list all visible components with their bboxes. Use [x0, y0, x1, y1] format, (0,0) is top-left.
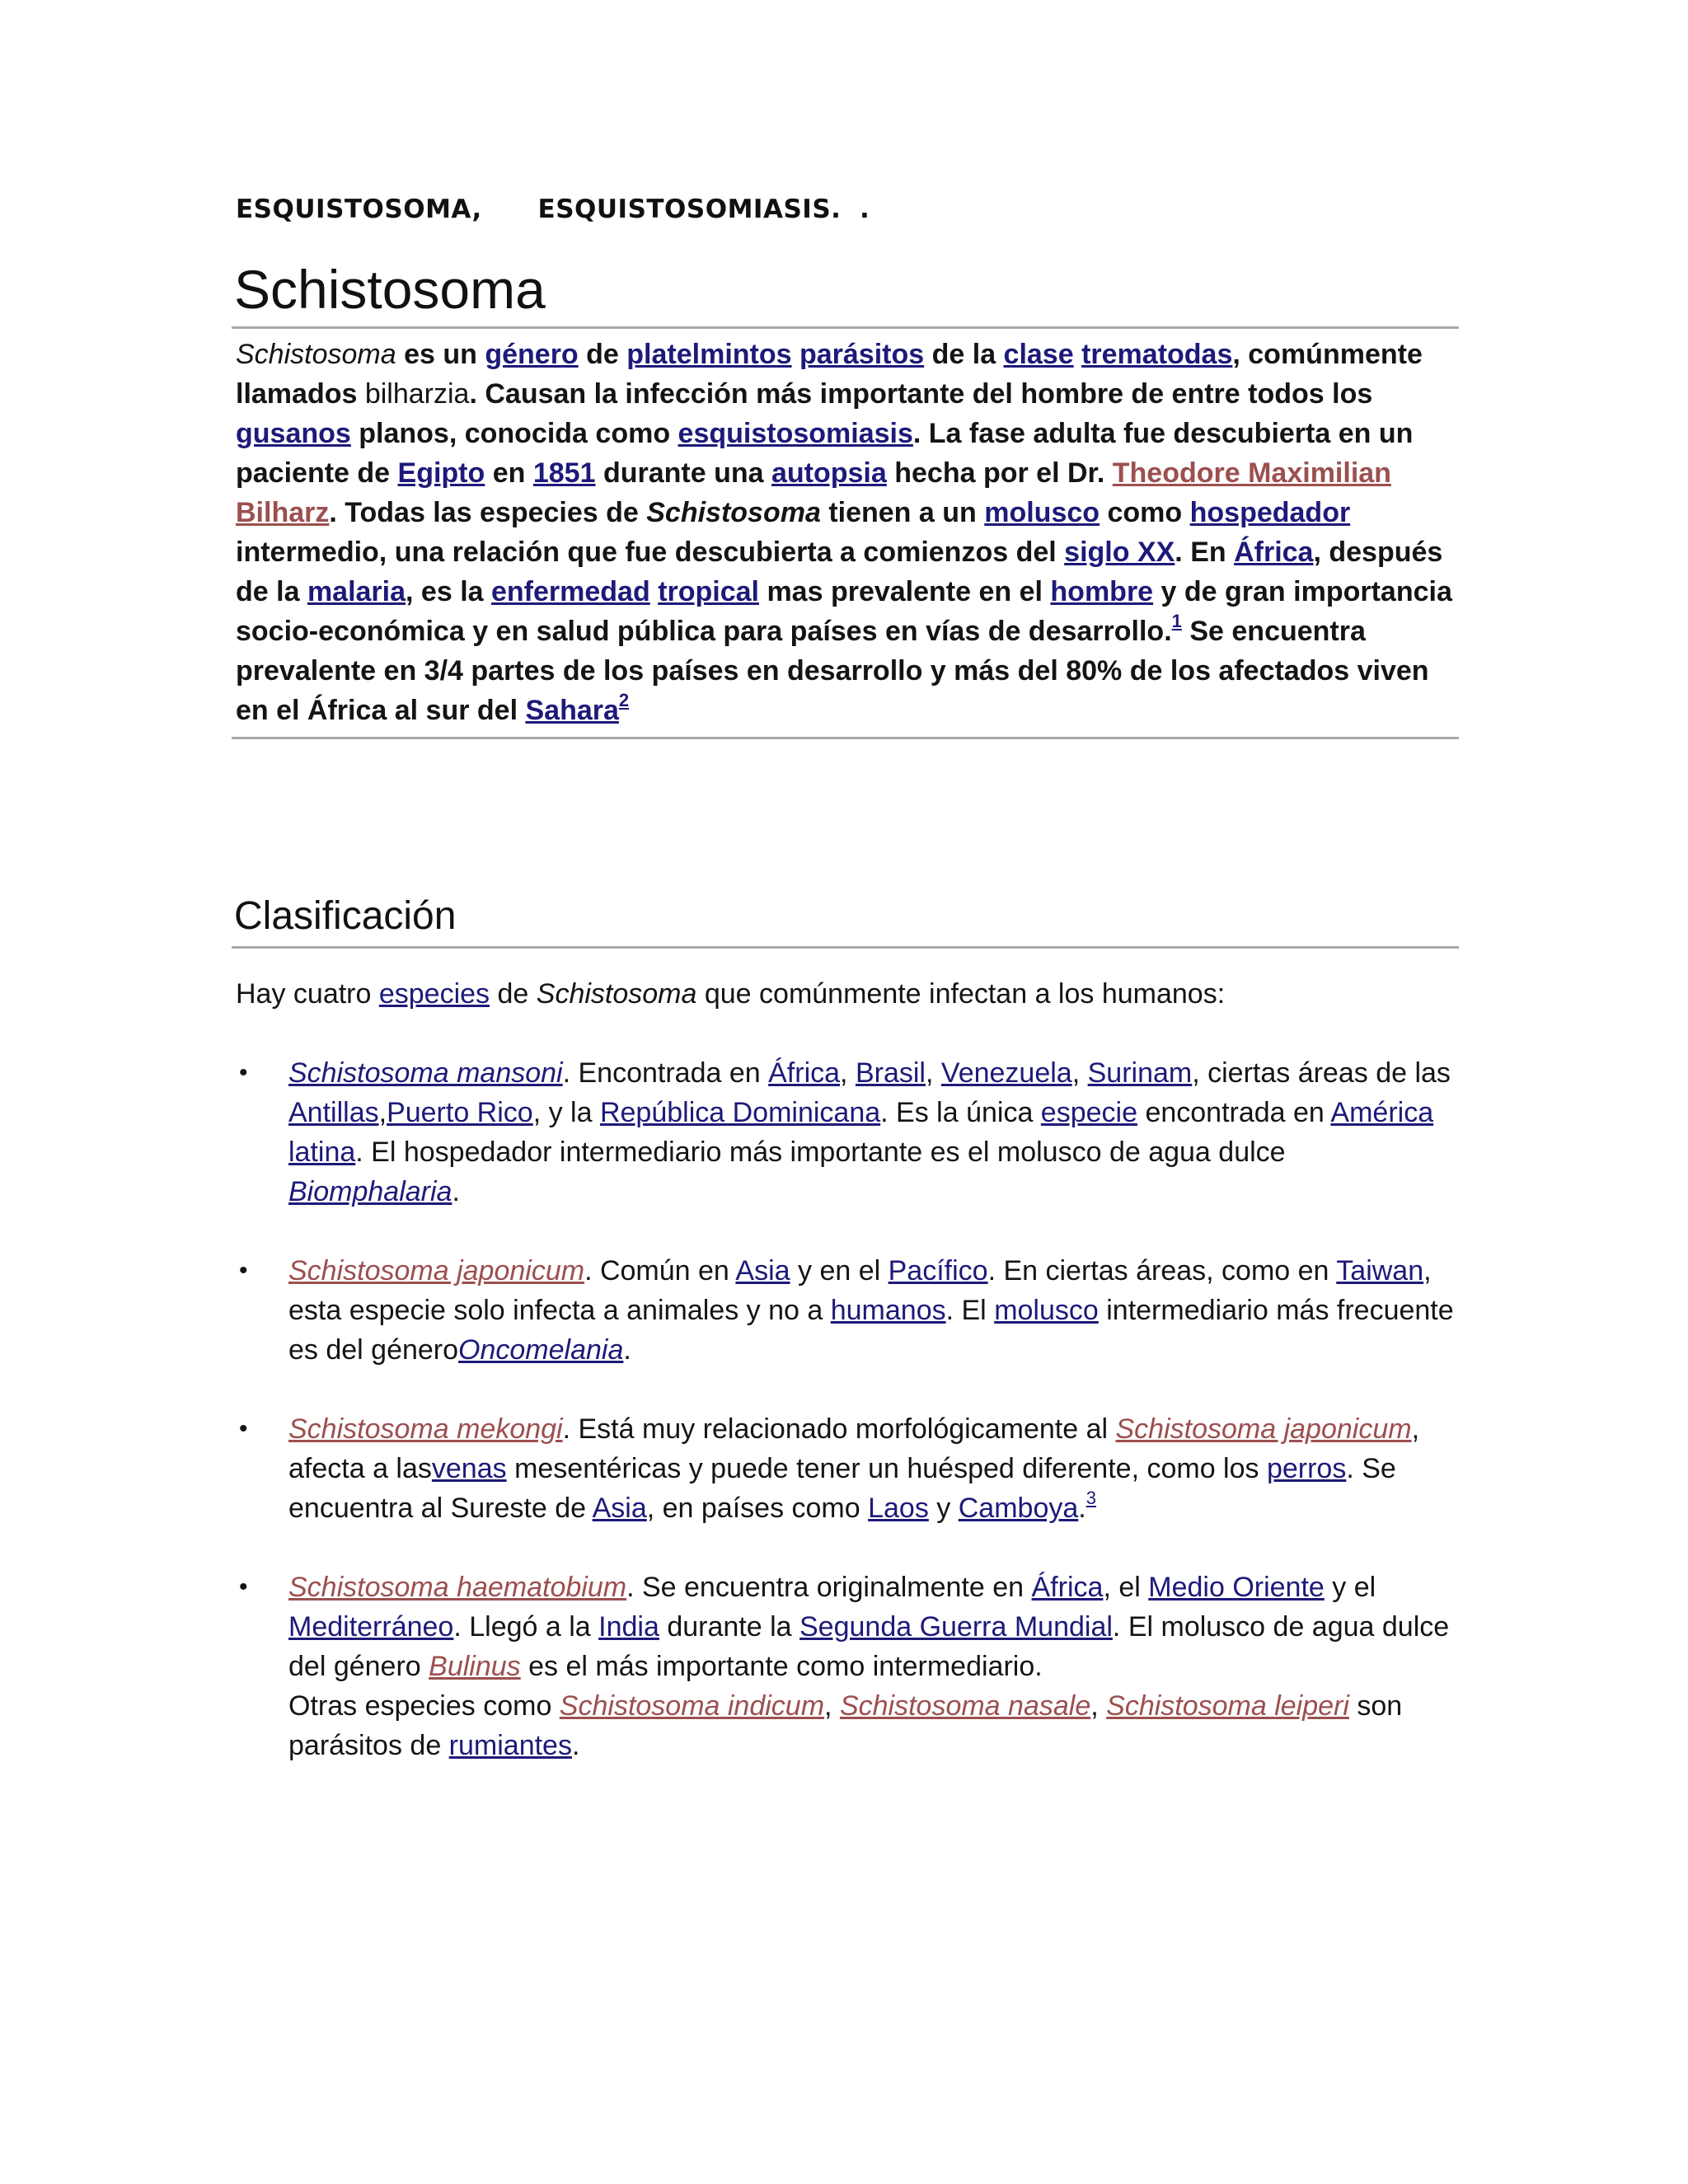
intro-text: tienen a un	[820, 497, 985, 528]
link-malaria[interactable]: malaria	[307, 576, 406, 607]
bullet-icon: •	[239, 1573, 248, 1601]
item-text: , esta especie solo infecta a animales y no a	[288, 1255, 1432, 1326]
species-name: Schistosoma mansoni	[288, 1057, 563, 1089]
title-divider	[232, 326, 1459, 329]
item-text: ,	[925, 1057, 941, 1089]
item-text: ,	[824, 1690, 840, 1722]
link-puerto-rico[interactable]: Puerto Rico	[387, 1097, 533, 1128]
link-surinam[interactable]: Surinam	[1087, 1057, 1193, 1089]
link-trematodas[interactable]: trematodas	[1081, 339, 1233, 370]
link-siglo-xx[interactable]: siglo XX	[1064, 537, 1175, 568]
link-schistosoma-mekongi[interactable]	[288, 1413, 563, 1445]
item-text: , afecta a las	[288, 1413, 1420, 1484]
intro-paragraph	[236, 335, 1456, 730]
item-text: , en países como	[646, 1493, 869, 1524]
intro-text: , es la	[406, 576, 491, 607]
item-text: .	[1078, 1493, 1086, 1524]
list-item-mekongi	[236, 1409, 1456, 1528]
intro-text: en	[485, 457, 533, 489]
link-schistosoma-leiperi[interactable]	[1106, 1690, 1349, 1722]
intro-text: de	[578, 339, 627, 370]
item-text: y en el	[790, 1255, 889, 1286]
item-text: son parásitos de	[288, 1690, 1403, 1761]
intro-text: planos, conocida como	[350, 418, 678, 449]
species-name: Schistosoma mekongi	[288, 1413, 563, 1445]
lead-genus-italic: Schistosoma	[536, 978, 697, 1010]
link-perros[interactable]: perros	[1266, 1453, 1347, 1484]
link-asia[interactable]: Asia	[735, 1255, 790, 1286]
item-text: Otras especies como	[288, 1690, 560, 1722]
intro-text: . Causan la infección más importante del hombre de entre todos los	[469, 378, 1373, 410]
link-africa[interactable]: África	[1234, 537, 1314, 568]
link-schistosoma-indicum[interactable]	[560, 1690, 824, 1722]
link-1851[interactable]: 1851	[532, 457, 596, 489]
item-text: .	[623, 1334, 631, 1366]
link-molusco[interactable]: molusco	[994, 1295, 1099, 1326]
intro-text: mas prevalente en el	[759, 576, 1051, 607]
item-text: . Es la única	[880, 1097, 1041, 1128]
item-text: . En ciertas áreas, como en	[987, 1255, 1337, 1286]
intro-text: , comúnmente llamados	[236, 339, 1423, 410]
bullet-icon: •	[239, 1415, 248, 1442]
intro-divider	[232, 737, 1459, 739]
link-antillas[interactable]: Antillas	[288, 1097, 379, 1128]
link-schistosoma-mansoni[interactable]	[288, 1057, 563, 1089]
item-text: ,	[1071, 1057, 1088, 1089]
link-molusco[interactable]: molusco	[984, 497, 1100, 528]
species-name: Schistosoma nasale	[839, 1690, 1091, 1722]
classification-lead	[236, 974, 1225, 1014]
intro-text: . En	[1175, 537, 1235, 568]
intro-text: . Todas las especies de	[329, 497, 647, 528]
link-theodore-bilharz[interactable]: Theodore Maximilian Bilharz	[236, 457, 1391, 528]
link-oncomelania[interactable]	[458, 1334, 623, 1366]
link-tropical[interactable]: tropical	[658, 576, 759, 607]
link-africa[interactable]: África	[1031, 1572, 1104, 1603]
intro-text: es un	[396, 339, 485, 370]
link-schistosoma-nasale[interactable]	[840, 1690, 1090, 1722]
link-egipto[interactable]: Egipto	[397, 457, 485, 489]
link-mediterraneo[interactable]: Mediterráneo	[288, 1611, 454, 1643]
species-name: Schistosoma indicum	[559, 1690, 825, 1722]
section-title-clasificacion: Clasificación	[234, 894, 457, 938]
item-text: , ciertas áreas de las	[1192, 1057, 1451, 1089]
item-text: ,	[840, 1057, 856, 1089]
item-text: y	[928, 1493, 959, 1524]
link-humanos[interactable]: humanos	[830, 1295, 946, 1326]
link-biomphalaria[interactable]	[288, 1176, 452, 1207]
item-text: encontrada en	[1137, 1097, 1331, 1128]
link-medio-oriente[interactable]: Medio Oriente	[1148, 1572, 1325, 1603]
intro-text: durante una	[595, 457, 771, 489]
lead-text: de	[490, 978, 537, 1010]
footnote-ref-3[interactable]: 3	[1085, 1488, 1096, 1508]
genus-name: Bulinus	[429, 1651, 521, 1682]
item-text: . Se encuentra originalmente en	[626, 1572, 1032, 1603]
item-text: . El	[945, 1295, 995, 1326]
intro-text: de la	[924, 339, 1004, 370]
item-text: mesentéricas y puede tener un huésped diferente, como los	[506, 1453, 1267, 1484]
item-text: , el	[1103, 1572, 1149, 1603]
intro-text: y de gran importancia socio-económica y en salud pública para países en vías de desarrollo.	[236, 576, 1452, 647]
link-brasil[interactable]: Brasil	[855, 1057, 926, 1089]
intro-text: intermedio, una relación que fue descubierta a comienzos del	[236, 537, 1065, 568]
item-text: , y la	[532, 1097, 600, 1128]
intro-text	[650, 576, 658, 607]
intro-text: , después de la	[236, 537, 1443, 607]
intro-bilharzia-text: bilharzia	[364, 378, 470, 410]
item-text: . Encontrada en	[562, 1057, 769, 1089]
section-divider	[232, 946, 1459, 949]
link-sahara[interactable]: Sahara	[525, 695, 619, 726]
link-schistosoma-japonicum[interactable]	[1116, 1413, 1412, 1445]
species-name: Schistosoma leiperi	[1106, 1690, 1349, 1722]
link-segunda-guerra-mundial[interactable]: Segunda Guerra Mundial	[799, 1611, 1113, 1643]
item-text: .	[452, 1176, 460, 1207]
link-america-latina[interactable]: América latina	[288, 1097, 1434, 1168]
list-item-mansoni	[236, 1053, 1456, 1212]
link-clase[interactable]: clase	[1003, 339, 1074, 370]
intro-text	[1074, 339, 1081, 370]
item-text: . Está muy relacionado morfológicamente al	[562, 1413, 1116, 1445]
item-text: ,	[1090, 1690, 1107, 1722]
page-title: Schistosoma	[234, 259, 546, 320]
species-list	[236, 1053, 1456, 1805]
item-text: . Común en	[584, 1255, 736, 1286]
link-india[interactable]: India	[598, 1611, 659, 1643]
intro-text: como	[1100, 497, 1190, 528]
intro-genus-italic: Schistosoma	[646, 497, 821, 528]
list-item-haematobium	[236, 1568, 1456, 1765]
link-camboya[interactable]: Camboya	[958, 1493, 1079, 1524]
link-autopsia[interactable]: autopsia	[771, 457, 887, 489]
footnote-ref-1[interactable]: 1	[1171, 611, 1182, 631]
link-hombre[interactable]: hombre	[1050, 576, 1154, 607]
intro-genus-italic: Schistosoma	[236, 339, 396, 370]
link-asia[interactable]: Asia	[592, 1493, 647, 1524]
species-name: Schistosoma japonicum	[1115, 1413, 1412, 1445]
list-item-japonicum	[236, 1251, 1456, 1370]
item-text: . Se encuentra al Sureste de	[288, 1453, 1396, 1524]
item-text: . El hospedador intermediario más importante es el molusco de agua dulce	[355, 1137, 1286, 1168]
item-text: . Llegó a la	[453, 1611, 599, 1643]
link-gusanos[interactable]: gusanos	[236, 418, 351, 449]
genus-name: Biomphalaria	[288, 1176, 452, 1207]
link-especie[interactable]: especie	[1040, 1097, 1137, 1128]
link-venezuela[interactable]: Venezuela	[940, 1057, 1072, 1089]
link-hospedador[interactable]: hospedador	[1189, 497, 1351, 528]
link-schistosoma-japonicum[interactable]	[288, 1255, 584, 1286]
item-text: durante la	[659, 1611, 799, 1643]
bullet-icon: •	[239, 1059, 248, 1086]
item-text: y el	[1324, 1572, 1376, 1603]
intro-text	[792, 339, 799, 370]
link-africa[interactable]: África	[768, 1057, 841, 1089]
item-text: es el más importante como intermediario.	[520, 1651, 1043, 1682]
link-venas[interactable]: venas	[431, 1453, 507, 1484]
genus-name: Oncomelania	[458, 1334, 624, 1366]
bullet-icon: •	[239, 1257, 248, 1284]
intro-text: hecha por el Dr.	[886, 457, 1113, 489]
link-rumiantes[interactable]: rumiantes	[448, 1730, 572, 1761]
lead-text: Hay cuatro	[236, 978, 379, 1010]
item-text: . El molusco de agua dulce del género	[288, 1611, 1450, 1682]
link-schistosoma-haematobium[interactable]	[288, 1572, 626, 1603]
link-taiwan[interactable]: Taiwan	[1336, 1255, 1424, 1286]
link-platelmintos[interactable]: platelmintos	[626, 339, 792, 370]
document-header: ESQUISTOSOMA, ESQUISTOSOMIASIS. .	[236, 194, 870, 224]
link-pacifico[interactable]: Pacífico	[888, 1255, 988, 1286]
species-name: Schistosoma japonicum	[288, 1255, 585, 1286]
link-bulinus[interactable]	[429, 1651, 521, 1682]
intro-text: Se encuentra prevalente en 3/4 partes de los países en desarrollo y más del 80% de los afectados viven en el África al sur del	[236, 616, 1429, 726]
link-genero[interactable]: género	[485, 339, 579, 370]
link-republica-dominicana[interactable]: República Dominicana	[599, 1097, 881, 1128]
item-text: intermediario más frecuente es del género	[288, 1295, 1454, 1366]
footnote-ref-2[interactable]: 2	[618, 690, 630, 710]
link-parasitos[interactable]: parásitos	[799, 339, 925, 370]
link-laos[interactable]: Laos	[868, 1493, 929, 1524]
link-esquistosomiasis[interactable]: esquistosomiasis	[678, 418, 913, 449]
item-text: .	[571, 1730, 580, 1761]
link-enfermedad[interactable]: enfermedad	[491, 576, 650, 607]
link-especies[interactable]: especies	[378, 978, 490, 1010]
lead-text: que comúnmente infectan a los humanos:	[696, 978, 1226, 1010]
species-name: Schistosoma haematobium	[288, 1572, 627, 1603]
intro-text: . La fase adulta fue descubierta en un paciente de	[236, 418, 1414, 489]
item-text: ,	[378, 1097, 387, 1128]
